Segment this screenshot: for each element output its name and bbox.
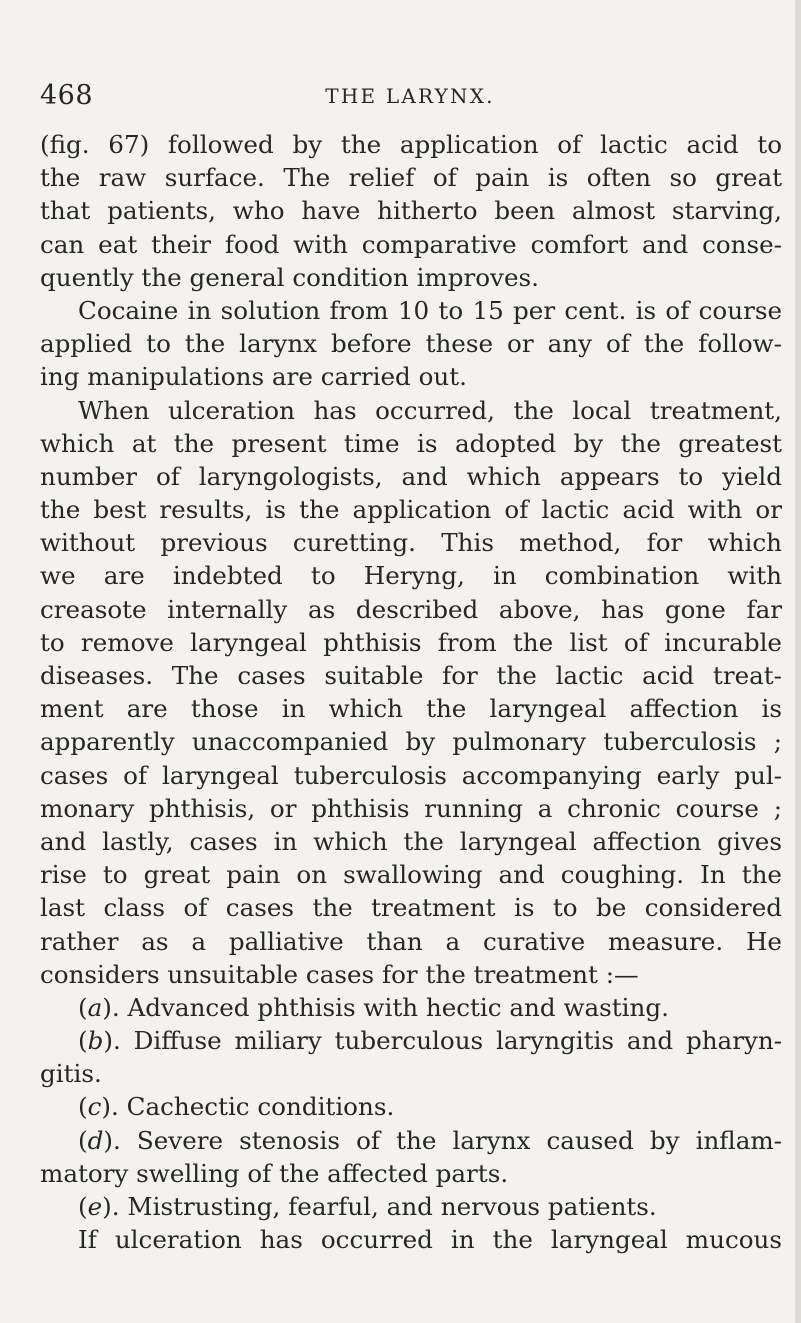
list-item-text: Severe stenosis of the larynx caused by inflam- — [136, 1125, 782, 1155]
page-header — [40, 80, 780, 114]
list-item-label: (d). — [78, 1125, 121, 1155]
list-item — [40, 991, 782, 1024]
text-line: applied to the larynx before these or any of the follow- — [40, 329, 782, 359]
list-item-text: Mistrusting, fearful, and nervous patients. — [127, 1192, 657, 1221]
text-line: rise to great pain on swallowing and coughing. In the — [40, 860, 782, 890]
running-head: THE LARYNX. — [325, 84, 495, 108]
list-item-letter: c — [87, 1092, 102, 1122]
text-line: ing manipulations are carried out. — [40, 362, 467, 392]
text-line: the raw surface. The relief of pain is often so great — [40, 163, 782, 193]
list-item-continuation: matory swelling of the affected parts. — [40, 1158, 509, 1188]
text-line: quently the general condition improves. — [40, 262, 539, 292]
text-line: Cocaine in solution from 10 to 15 per cent. is of course — [78, 295, 782, 325]
text-line: When ulceration has occurred, the local treatment, — [78, 395, 782, 425]
text-line: we are indebted to Heryng, in combination with — [40, 561, 782, 591]
text-line: (fig. 67) followed by the application of lactic acid to — [40, 130, 782, 159]
list-item-label: (a). — [78, 992, 120, 1022]
list-item — [40, 1024, 782, 1057]
list-item-text: Diffuse miliary tuberculous laryngitis and pharyn- — [133, 1026, 782, 1056]
list-item-label: (b). — [78, 1026, 121, 1056]
list-item-label: (e). — [78, 1192, 120, 1221]
list-item-text: Cachectic conditions. — [126, 1092, 395, 1122]
text-line: to remove laryngeal phthisis from the list of incurable — [40, 627, 782, 657]
list-item — [40, 1124, 782, 1157]
text-line: can eat their food with comparative comfort and conse- — [40, 229, 782, 259]
text-line: the best results, is the application of lactic acid with or — [40, 495, 782, 525]
page-number: 468 — [40, 80, 94, 111]
list-item-text: Advanced phthisis with hectic and wasting. — [127, 992, 669, 1022]
text-line: which at the present time is adopted by the greatest — [40, 428, 782, 458]
list-item-letter: d — [87, 1125, 104, 1155]
text-line: monary phthisis, or phthisis running a chronic course ; — [40, 793, 782, 823]
text-line: number of laryngologists, and which appears to yield — [40, 461, 782, 491]
list-item-letter: e — [87, 1192, 103, 1221]
text-line: diseases. The cases suitable for the lactic acid treat- — [40, 661, 782, 690]
text-line: cases of laryngeal tuberculosis accompanying early pul- — [40, 760, 782, 790]
list-item-letter: a — [87, 992, 103, 1022]
text-line: creasote internally as described above, has gone far — [40, 594, 782, 624]
list-item-letter: b — [87, 1026, 104, 1056]
list-item-continuation: gitis. — [40, 1059, 102, 1089]
text-line: considers unsuitable cases for the treatment :— — [40, 959, 639, 989]
text-line: apparently unaccompanied by pulmonary tuberculosis ; — [40, 727, 782, 757]
text-line: and lastly, cases in which the laryngeal affection gives — [40, 826, 782, 856]
text-line: rather as a palliative than a curative measure. He — [40, 926, 782, 956]
text-line: that patients, who have hitherto been almost starving, — [40, 196, 782, 226]
list-item — [40, 1190, 782, 1223]
list-item — [40, 1090, 782, 1123]
text-line: last class of cases the treatment is to be considered — [40, 893, 782, 923]
list-item-label: (c). — [78, 1092, 119, 1122]
page-edge — [795, 0, 801, 1323]
text-line: ment are those in which the laryngeal affection is — [40, 694, 782, 724]
body-text — [40, 128, 782, 1256]
text-line: without previous curetting. This method, for which — [40, 528, 782, 558]
text-line: If ulceration has occurred in the laryngeal mucous — [78, 1225, 782, 1255]
